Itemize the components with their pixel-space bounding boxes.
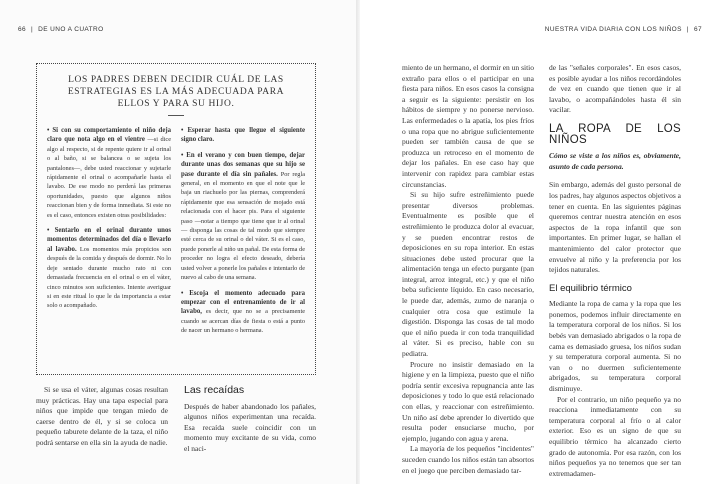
paragraph: Procure no insistir demasiado en la higiene y en la limpieza, puesto que el niño podría sentir excesiva repugnancia ante las deposiciones y todo lo que está relacionado con ellas, y reaccionar con estreñimiento. Un niño así debe aprender lo divertido que resulta poder ensuciarse mucho, por ejemplo, jugando con agua y arena. (402, 359, 534, 443)
paragraph: Sin embargo, además del gusto personal de los padres, hay algunos aspectos objetivos a tener en cuenta. En las siguientes páginas queremos centrar nuestra atención en esos aspectos de la ropa infantil que son importantes. En primer lugar, se hallan el mantenimiento del calor protector que envuelve al niño y la preferencia por los tejidos naturales. (549, 180, 681, 275)
left-column-2 (184, 385, 316, 455)
paragraph: Si su hijo sufre estreñimiento puede presentar diversos problemas. Eventualmente es posible que el estreñimiento le produzca dolor al evacuar, y se pueden encontrar restos de deposiciones en su ropa interior. En estas situaciones debe usted procurar que la alimentación tenga un efecto purgante (pan integral, arroz integral, etc.) y que el niño beba suficiente líquido. En caso necesario, le puede dar, además, zumo de naranja o cualquier otra cosa que estimule la digestión. Disponga las cosas de tal modo que el niño pueda ir con toda tranquilidad al váter. Si es preciso, hable con su pediatra. (402, 190, 534, 359)
box-columns (47, 126, 305, 342)
right-page-number: 67 (693, 26, 702, 33)
box-item (47, 226, 171, 311)
box-title: LOS PADRES DEBEN DECIDIR CUÁL DE LAS ESTRATEGIAS ES LA MÁS ADECUADA PARA ELLOS Y PARA SU HIJO. (67, 75, 285, 109)
box-item-text: Por regla general, en el momento en que el note que le baja un riachuelo por las piernas, comprenderá rápidamente que esa sensación de mojado está relacionada con el hacer pis. Para el siguiente paso —notar a tiempo que tiene que ir al orinal— disponga las cosas de tal modo que siempre esté cerca de su orinal o del váter. Si es el caso, puede ponerle al niño un pañal. De esta forma de proceder no logra el efecto deseado, debería usted volver a ponerle los pañales e intentarlo de nuevo al cabo de una semana. (181, 170, 305, 282)
box-column-2 (181, 126, 305, 342)
box-item-text: Los momentos más propicios son después de la comida y después de dormir. No lo deje sentado durante mucho rato ni con demasiada frecuencia en el orinal o en el váter, cinco minutos son suficientes. Intente averiguar si en este ritual lo que le da importancia a estar solo o acompañado. (47, 245, 171, 310)
box-item-bold: • En el verano y con buen tiempo, dejar durante unas dos semanas que su hijo se pase durante el día sin pañales. (181, 151, 305, 178)
left-page (0, 0, 356, 484)
box-item (181, 151, 305, 283)
paragraph: de las "señales corporales". En esos casos, es posible ayudar a los niños recordándoles de vez en cuando que tienen que ir al lavabo, o acompañándoles hasta él sin vacilar. (549, 63, 681, 115)
box-item (47, 126, 171, 220)
header-separator: | (31, 26, 34, 33)
paragraph: miento de un hermano, el dormir en un sitio extraño para ellos o el participar en una fiesta para niños. En esos casos la consigna a seguir es la siguiente: persistir en los hábitos de siempre y no ponerse nervioso. Las enfermedades o la apatía, los pies fríos o una ropa que no abrigue suficientemente pueden ser también causa de que se produzca un retroceso en el momento de dejar los pañales. En ese caso hay que intervenir con rapidez para cambiar estas circunstancias. (402, 63, 534, 189)
paragraph: Por el contrario, un niño pequeño ya no reacciona inmediatamente con su temperatura corporal al frío o al calor exterior. Eso es un signo de que su equilibrio térmico ha alcanzado cierto grado de autonomía. Por esa razón, con los niños pequeños ya no tenemos que ser tan extremadamen- (549, 394, 681, 478)
paragraph: Mediante la ropa de cama y la ropa que les ponemos, podemos influir directamente en la temperatura corporal de los niños. Si los bebés van demasiado abrigados o la ropa de cama es demasiado gruesa, los niños sudan y su temperatura corporal aumenta. Si no van o no duermen suficientemente abrigados, su temperatura corporal disminuye. (549, 299, 681, 394)
right-chapter-title: NUESTRA VIDA DIARIA CON LOS NIÑOS (544, 26, 682, 33)
box-item-bold: • Esperar hasta que llegue el siguiente signo claro. (181, 127, 305, 144)
box-divider (168, 115, 184, 116)
box-item (181, 126, 305, 145)
paragraph: Si se usa el váter, algunas cosas resultan muy prácticas. Hay una tapa especial para niños que impide que tengan miedo de caerse dentro de él, y si se coloca un pequeño taburete delante de la taza, el niño podrá sentarse en ella sin la ayuda de nadie. (36, 385, 168, 447)
subheading-equilibrio: El equilibrio térmico (549, 282, 632, 294)
right-column-1 (402, 63, 534, 476)
left-running-head (18, 26, 104, 33)
right-column-2 (549, 63, 681, 479)
box-item-text: —si dice algo al respecto, si de repente quiere ir al orinal o al baño, si se balancea o se sujeta los pantalones—, debe usted reaccionar y sujetarle rápidamente el orinal o acompañarle hasta el lavabo. De ese modo no perderá las primeras oportunidades, puesto que algunos niños reaccionan bien y de forma inmediata. Si este no es el caso, entonces existen otras posibilidades: (47, 136, 171, 219)
lead-paragraph: Cómo se viste a los niños es, obviamente, asunto de cada persona. (549, 151, 681, 171)
left-chapter-title: DE UNO A CUATRO (38, 26, 104, 33)
box-column-1 (47, 126, 171, 342)
left-column-1 (36, 385, 168, 449)
tip-box (36, 63, 316, 375)
section-heading-ropa: LA ROPA DE LOS NIÑOS (549, 122, 681, 146)
box-item (181, 289, 305, 336)
paragraph: Después de haber abandonado los pañales, algunos niños experimentan una recaída. Esa recaída suele coincidir con un momento muy excitante de su vida, como el naci- (184, 401, 316, 453)
box-item-bold: • Si con su comportamiento el niño deja claro que nota algo en el vientre (47, 127, 171, 144)
box-item-bold: • Sentarlo en el orinal durante unos momentos determinados del día o llevarlo al lavabo. (47, 227, 171, 253)
box-item-bold: • Escoja el momento adecuado para empezar con el entrenamiento de ir al lavabo, (181, 289, 305, 316)
right-running-head (545, 26, 702, 33)
left-page-number: 66 (18, 26, 27, 33)
paragraph: La mayoría de los pequeños "incidentes" suceden cuando los niños están tan absortos en el juego que perciben demasiado tar- (402, 444, 534, 475)
header-separator: | (686, 26, 689, 33)
section-heading-recaidas: Las recaídas (184, 384, 245, 396)
box-item-text: es decir, que no se a precisamente cuando se acercan días de fiesta o está a punto de nacer un hermano o hermana. (181, 308, 305, 335)
